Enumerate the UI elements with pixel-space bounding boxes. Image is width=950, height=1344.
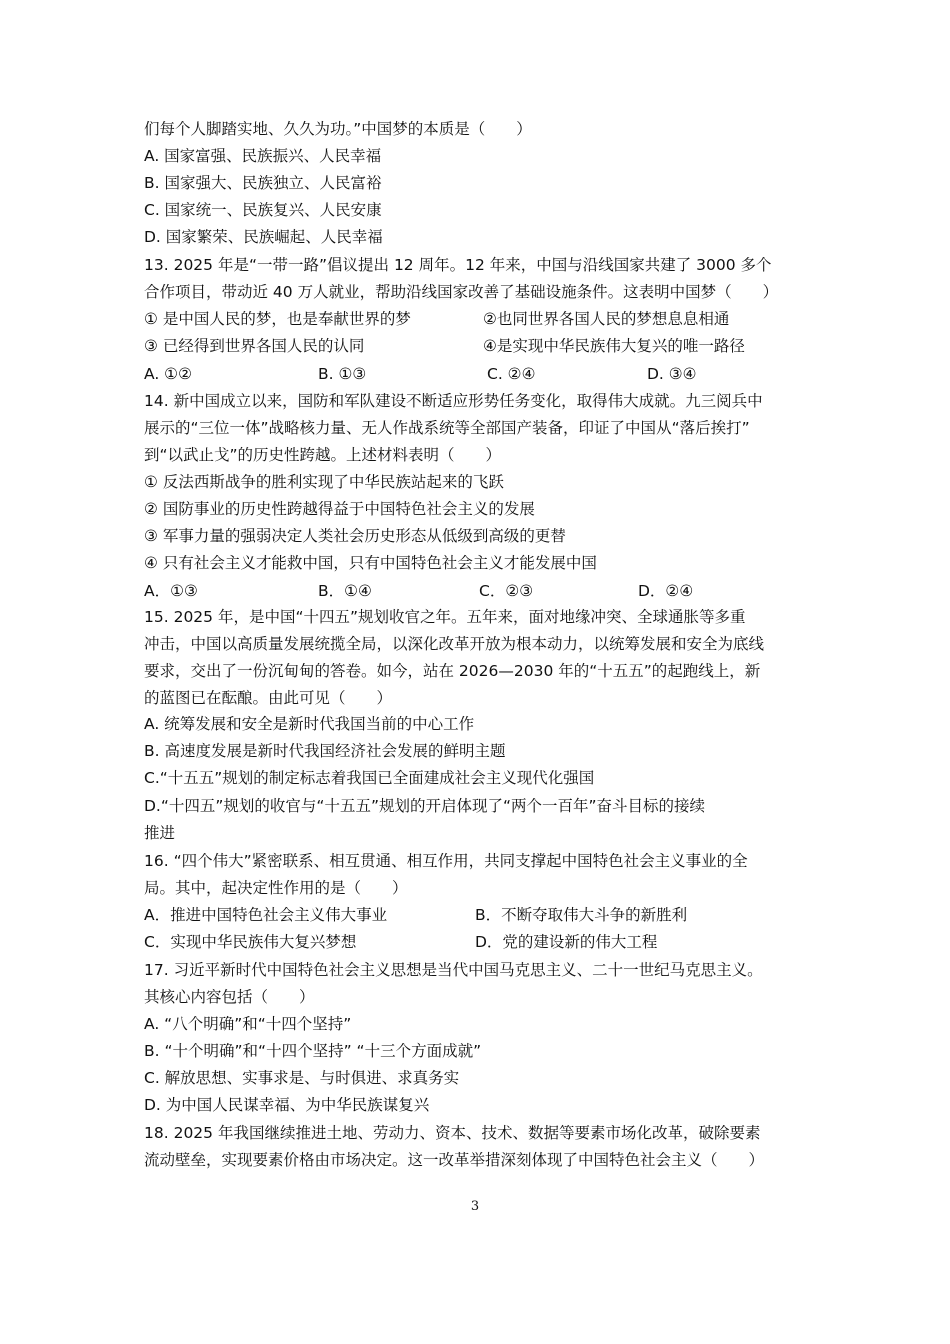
q18-stem-line-2: 流动壁垒，实现要素价格由市场决定。这一改革举措深刻体现了中国特色社会主义（ ）	[144, 1151, 765, 1169]
q16-option-a: A．推进中国特色社会主义伟大事业	[144, 906, 388, 924]
q18-stem-line-1: 18. 2025 年我国继续推进土地、劳动力、资本、技术、数据等要素市场化改革，破除要素	[144, 1124, 761, 1142]
question-12-stem-tail: 们每个人脚踏实地、久久为功。”中国梦的本质是（ ）	[144, 120, 532, 138]
q15-option-c: C.“十五五”规划的制定标志着我国已全面建成社会主义现代化强国	[144, 769, 595, 787]
q15-option-b: B. 高速度发展是新时代我国经济社会发展的鲜明主题	[144, 742, 506, 760]
q12-option-a: A. 国家富强、民族振兴、人民幸福	[144, 147, 382, 165]
q16-stem-line-1: 16. “四个伟大”紧密联系、相互贯通、相互作用，共同支撑起中国特色社会主义事业的全	[144, 852, 748, 870]
q16-option-d: D．党的建设新的伟大工程	[475, 933, 658, 951]
q12-option-b: B. 国家强大、民族独立、人民富裕	[144, 174, 382, 192]
q15-stem-line-2: 冲击，中国以高质量发展统揽全局，以深化改革开放为根本动力，以统筹发展和安全为底线	[144, 635, 765, 653]
q13-choice-a: A. ①②	[144, 365, 192, 383]
q13-statement-1: ① 是中国人民的梦，也是奉献世界的梦	[144, 310, 411, 328]
q15-option-d: D.“十四五”规划的收官与“十五五”规划的开启体现了“两个一百年”奋斗目标的接续	[144, 797, 706, 815]
page-number: 3	[470, 1199, 480, 1214]
q13-statement-2: ②也同世界各国人民的梦想息息相通	[483, 310, 730, 328]
q17-option-d: D. 为中国人民谋幸福、为中华民族谋复兴	[144, 1096, 430, 1114]
q13-choice-d: D. ③④	[647, 365, 697, 383]
q15-stem-line-4: 的蓝图已在酝酿。由此可见（ ）	[144, 689, 393, 707]
q13-statement-3: ③ 已经得到世界各国人民的认同	[144, 337, 365, 355]
q14-choice-a: A．①③	[144, 582, 198, 600]
q14-stem-line-1: 14. 新中国成立以来，国防和军队建设不断适应形势任务变化，取得伟大成就。九三阅兵中	[144, 392, 763, 410]
q15-stem-line-3: 要求，交出了一份沉甸甸的答卷。如今，站在 2026—2030 年的“十五五”的起跑线上，新	[144, 662, 761, 680]
q13-statement-4: ④是实现中华民族伟大复兴的唯一路径	[483, 337, 745, 355]
q13-choice-b: B. ①③	[318, 365, 367, 383]
q14-stem-line-3: 到“以武止戈”的历史性跨越。上述材料表明（ ）	[144, 446, 502, 464]
q16-option-b: B．不断夺取伟大斗争的新胜利	[475, 906, 688, 924]
q14-choice-d: D．②④	[638, 582, 694, 600]
q14-statement-3: ③ 军事力量的强弱决定人类社会历史形态从低级到高级的更替	[144, 527, 566, 545]
q12-option-d: D. 国家繁荣、民族崛起、人民幸福	[144, 228, 383, 246]
q17-option-b: B. “十个明确”和“十四个坚持” “十三个方面成就”	[144, 1042, 482, 1060]
q12-option-c: C. 国家统一、民族复兴、人民安康	[144, 201, 382, 219]
q14-choice-c: C．②③	[479, 582, 534, 600]
q16-stem-line-2: 局。其中，起决定性作用的是（ ）	[144, 879, 408, 897]
q17-stem-line-2: 其核心内容包括（ ）	[144, 988, 315, 1006]
q14-stem-line-2: 展示的“三位一体”战略核力量、无人作战系统等全部国产装备，印证了中国从“落后挨打”	[144, 419, 750, 437]
q13-stem-line-2: 合作项目，带动近 40 万人就业，帮助沿线国家改善了基础设施条件。这表明中国梦（ ）	[144, 283, 779, 301]
q13-choice-c: C. ②④	[487, 365, 536, 383]
q17-option-a: A. “八个明确”和“十四个坚持”	[144, 1015, 352, 1033]
q14-choice-b: B．①④	[318, 582, 372, 600]
q13-stem-line-1: 13. 2025 年是“一带一路”倡议提出 12 周年。12 年来，中国与沿线国家共建了 3000 多个	[144, 256, 772, 274]
q15-stem-line-1: 15. 2025 年，是中国“十四五”规划收官之年。五年来，面对地缘冲突、全球通胀等多重	[144, 608, 746, 626]
q14-statement-1: ① 反法西斯战争的胜利实现了中华民族站起来的飞跃	[144, 473, 504, 491]
q14-statement-2: ② 国防事业的历史性跨越得益于中国特色社会主义的发展	[144, 500, 535, 518]
q15-option-a: A. 统筹发展和安全是新时代我国当前的中心工作	[144, 715, 475, 733]
q15-option-d-continued: 推进	[144, 824, 176, 842]
q17-option-c: C. 解放思想、实事求是、与时俱进、求真务实	[144, 1069, 460, 1087]
q14-statement-4: ④ 只有社会主义才能救中国，只有中国特色社会主义才能发展中国	[144, 554, 597, 572]
q16-option-c: C．实现中华民族伟大复兴梦想	[144, 933, 357, 951]
q17-stem-line-1: 17. 习近平新时代中国特色社会主义思想是当代中国马克思主义、二十一世纪马克思主义。	[144, 961, 763, 979]
